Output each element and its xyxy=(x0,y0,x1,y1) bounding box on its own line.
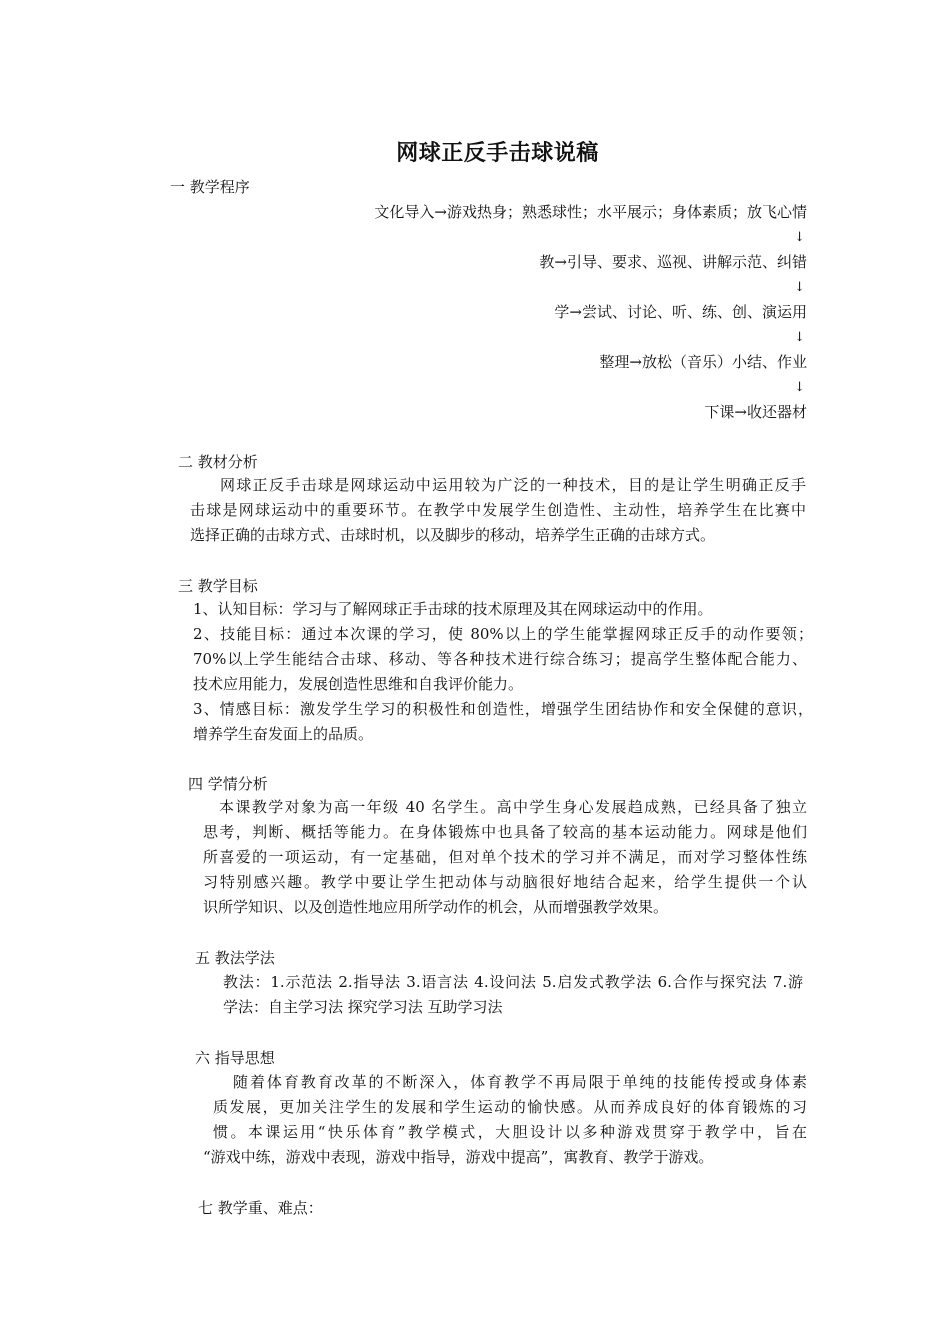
goal-line: 技术应用能力，发展创造性思维和自我评价能力。 xyxy=(193,675,524,693)
paragraph-line: 习特别感兴趣。教学中要让学生把动体与动脑很好地结合起来，给学生提供一个认 xyxy=(203,873,807,891)
paragraph-line: 网球正反手击球是网球运动中运用较为广泛的一种技术，目的是让学生明确正反手 xyxy=(220,476,806,494)
goal-line: 2、技能目标：通过本次课的学习，使 80%以上的学生能掌握网球正反手的动作要领； xyxy=(193,625,813,643)
teaching-procedure-flow xyxy=(247,200,807,425)
paragraph-line: 惯。本课运用“快乐体育”教学模式，大胆设计以多种游戏贯穿于教学中，旨在 xyxy=(213,1123,807,1141)
section-heading-learner-analysis: 四 学情分析 xyxy=(188,775,268,793)
paragraph-line: 质发展，更加关注学生的发展和学生运动的愉快感。从而养成良好的体育锻炼的习 xyxy=(213,1098,807,1116)
methods-paragraph xyxy=(223,970,803,1020)
paragraph-line: “游戏中练，游戏中表现，游戏中指导，游戏中提高”，寓教育、教学于游戏。 xyxy=(203,1148,714,1166)
paragraph-line: 击球是网球运动中的重要环节。在教学中发展学生创造性、主动性，培养学生在比赛中 xyxy=(190,501,806,519)
goal-line: 增养学生奋发面上的品质。 xyxy=(193,725,374,743)
section-heading-key-points: 七 教学重、难点： xyxy=(198,1199,323,1217)
flow-step: 文化导入→游戏热身；熟悉球性；水平展示；身体素质；放飞心情 xyxy=(374,203,807,221)
learning-method-line: 学法：自主学习法 探究学习法 互助学习法 xyxy=(223,998,503,1016)
down-arrow-icon: ↓ xyxy=(794,230,805,245)
flow-step: 教→引导、要求、巡视、讲解示范、纠错 xyxy=(539,253,807,271)
guiding-ideas-paragraph xyxy=(203,1070,807,1170)
down-arrow-icon: ↓ xyxy=(794,380,805,395)
section-heading-teaching-goals: 三 教学目标 xyxy=(178,577,258,595)
section-heading-methods: 五 教法学法 xyxy=(195,949,275,967)
down-arrow-icon: ↓ xyxy=(794,330,805,345)
goal-line: 3、情感目标：激发学生学习的积极性和创造性，增强学生团结协作和安全保健的意识， xyxy=(193,700,813,718)
flow-step: 下课→收还器材 xyxy=(704,403,807,421)
learner-analysis-paragraph xyxy=(203,795,807,920)
document-title: 网球正反手击球说稿 xyxy=(396,140,599,166)
paragraph-line: 所喜爱的一项运动，有一定基础，但对单个技术的学习并不满足，而对学习整体性练 xyxy=(203,848,807,866)
flow-step: 学→尝试、讨论、听、练、创、演运用 xyxy=(554,303,807,321)
paragraph-line: 选择正确的击球方式、击球时机，以及脚步的移动，培养学生正确的击球方式。 xyxy=(190,526,716,544)
section-heading-material-analysis: 二 教材分析 xyxy=(178,453,258,471)
section-heading-teaching-procedure: 一 教学程序 xyxy=(170,178,250,196)
teaching-method-line: 教法：1.示范法 2.指导法 3.语言法 4.设问法 5.启发式教学法 6.合作与探究法 7.游 xyxy=(223,973,803,991)
goal-line: 1、认知目标：学习与了解网球正手击球的技术原理及其在网球运动中的作用。 xyxy=(193,600,713,618)
material-analysis-paragraph xyxy=(190,473,806,548)
paragraph-line: 识所学知识、以及创造性地应用所学动作的机会，从而增强教学效果。 xyxy=(203,898,669,916)
paragraph-line: 随着体育教育改革的不断深入，体育教学不再局限于单纯的技能传授或身体素 xyxy=(233,1073,807,1091)
down-arrow-icon: ↓ xyxy=(794,280,805,295)
section-heading-guiding-ideas: 六 指导思想 xyxy=(195,1049,275,1067)
goal-line: 70%以上学生能结合击球、移动、等各种技术进行综合练习；提高学生整体配合能力、 xyxy=(193,650,807,668)
paragraph-line: 思考，判断、概括等能力。在身体锻炼中也具备了较高的基本运动能力。网球是他们 xyxy=(203,823,807,841)
flow-step: 整理→放松（音乐）小结、作业 xyxy=(599,353,807,371)
paragraph-line: 本课教学对象为高一年级 40 名学生。高中学生身心发展趋成熟，已经具备了独立 xyxy=(219,798,807,816)
teaching-goals-list xyxy=(193,597,813,747)
